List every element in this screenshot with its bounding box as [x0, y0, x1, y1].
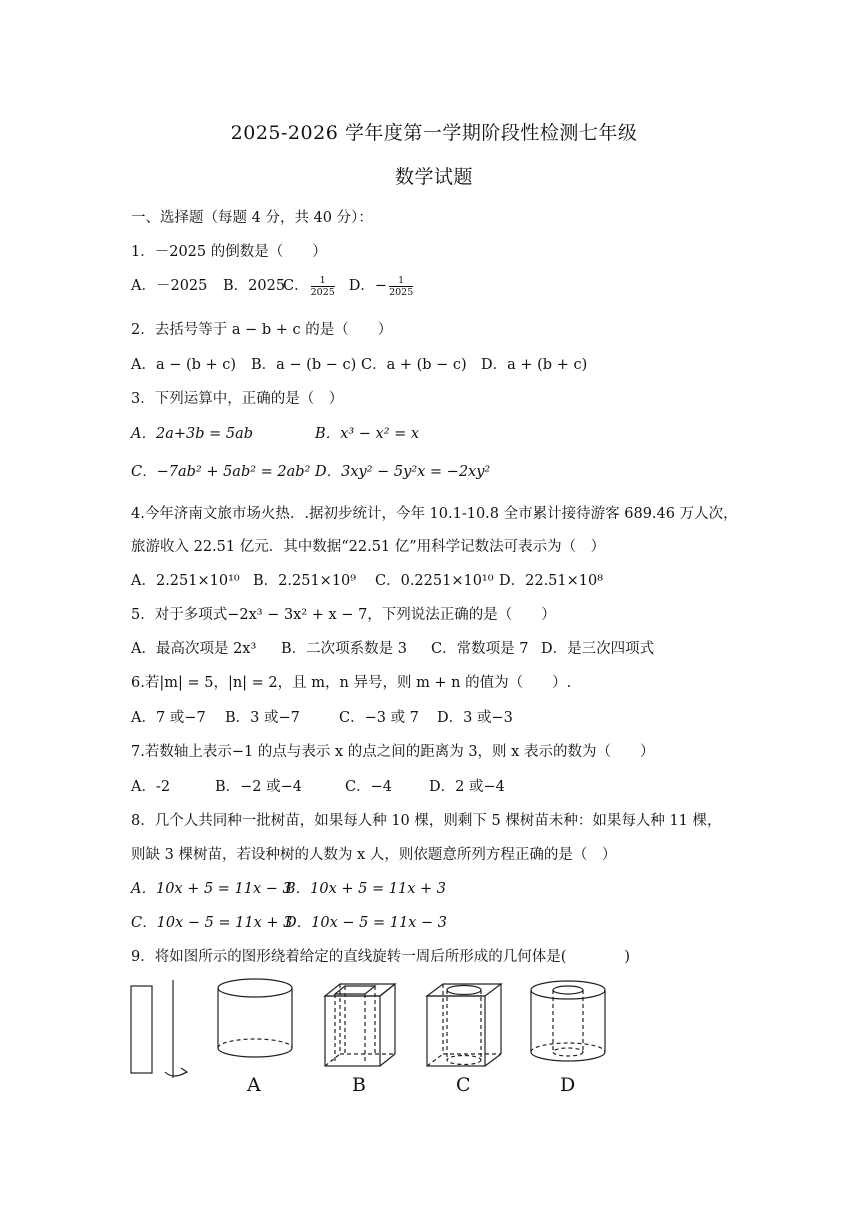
q9-source-rectangle — [131, 986, 152, 1073]
section-heading: 一、选择题（每题 4 分，共 40 分）： — [131, 210, 373, 226]
q2-option-c: C．a + (b − c) — [361, 357, 467, 373]
q9-figure — [125, 976, 625, 1104]
q6-option-c: C．−3 或 7 — [339, 710, 419, 726]
q9-shape-c-prism-round-hole — [427, 984, 501, 1066]
q7-options — [131, 775, 505, 796]
q8-option-a: A．10x + 5 = 11x − 3 — [131, 881, 292, 897]
q7-option-b: B．−2 或−4 — [215, 779, 303, 795]
q5-options — [131, 637, 654, 658]
q6-option-d: D．3 或−3 — [437, 710, 513, 726]
q9-figure-drawing — [125, 976, 625, 1100]
q1-option-c: C． $\frac{1}{2025}$ — [283, 274, 335, 298]
q3-option-b: B．x³ − x² = x — [315, 426, 420, 442]
q2-options — [131, 353, 587, 374]
q6-stem: 6.若|m| = 5，|n| = 2，且 m，n 异号，则 m + n 的值为（ ）. — [131, 675, 572, 691]
q3-option-c: C．−7ab² + 5ab² = 2ab² — [131, 464, 311, 480]
q1-fraction-c: $\frac{1}{2025}$ — [310, 274, 335, 298]
q9-stem: 9．将如图所示的图形绕着给定的直线旋转一周后所形成的几何体是( ) — [131, 949, 631, 965]
q4-option-b: B．2.251×10⁹ — [253, 573, 357, 589]
q4-option-c: C．0.2251×10¹⁰ — [375, 573, 494, 589]
q5-option-d: D．是三次四项式 — [541, 641, 655, 657]
q5-option-a: A．最高次项是 2x³ — [131, 641, 257, 657]
q1-option-a: A．－2025 — [131, 278, 208, 294]
q9-shape-d-hollow-cylinder — [531, 981, 605, 1061]
q5-option-c: C．常数项是 7 — [431, 641, 529, 657]
q5-stem: 5．对于多项式−2x³ − 3x² + x − 7，下列说法正确的是（ ） — [131, 607, 556, 623]
q9-shape-a-cylinder — [218, 979, 292, 1057]
q4-option-a: A．2.251×10¹⁰ — [131, 573, 240, 589]
q2-option-a: A．a − (b + c) — [131, 357, 237, 373]
q4-stem-line1: 4.今年济南文旅市场火热．.据初步统计，今年 10.1-10.8 全市累计接待游客 689.46 万人次， — [131, 506, 738, 522]
q3-options-row1 — [131, 422, 419, 443]
q1-options — [131, 274, 415, 298]
q4-stem-line2: 旅游收入 22.51 亿元．其中数据“22.51 亿”用科学记数法可表示为（ ） — [131, 539, 606, 555]
q3-option-a: A．2a+3b = 5ab — [131, 426, 254, 442]
q1-option-b: B．2025 — [223, 278, 286, 294]
q9-label-b: B — [352, 1074, 366, 1096]
q2-stem: 2．去括号等于 a − b + c 的是（ ） — [131, 322, 393, 338]
exam-title: 2025-2026 学年度第一学期阶段性检测七年级 — [230, 122, 638, 144]
q1-option-d: D．− $\frac{1}{2025}$ — [348, 274, 414, 298]
q9-label-a: A — [247, 1074, 261, 1096]
q3-options-row2 — [131, 460, 490, 481]
q8-option-d: D．10x − 5 = 11x − 3 — [285, 915, 447, 931]
q8-stem-line1: 8．几个人共同种一批树苗，如果每人种 10 棵，则剩下 5 棵树苗未种：如果每人种 11 棵， — [131, 813, 722, 829]
q8-option-c: C．10x − 5 = 11x + 3 — [131, 915, 293, 931]
q9-label-d: D — [560, 1074, 576, 1096]
q6-option-a: A．7 或−7 — [131, 710, 206, 726]
q5-option-b: B．二次项系数是 3 — [281, 641, 407, 657]
q1-fraction-d: $\frac{1}{2025}$ — [389, 274, 414, 298]
q8-option-b: B．10x + 5 = 11x + 3 — [285, 881, 446, 897]
q3-stem: 3．下列运算中，正确的是（ ） — [131, 391, 344, 407]
q8-options-row2 — [131, 911, 447, 932]
q7-stem: 7.若数轴上表示−1 的点与表示 x 的点之间的距离为 3，则 x 表示的数为（ ） — [131, 744, 655, 760]
exam-subtitle: 数学试题 — [394, 166, 473, 188]
q2-option-d: D．a + (b + c) — [481, 357, 588, 373]
q6-option-b: B．3 或−7 — [225, 710, 300, 726]
q2-option-b: B．a − (b − c) — [251, 357, 357, 373]
q7-option-a: A．-2 — [131, 779, 171, 795]
q6-options — [131, 706, 513, 727]
q4-options — [131, 569, 603, 590]
q8-stem-line2: 则缺 3 棵树苗，若设种树的人数为 x 人，则依题意所列方程正确的是（ ） — [131, 847, 617, 863]
q9-shape-b-prism-square-hole — [325, 984, 395, 1066]
q7-option-d: D．2 或−4 — [429, 779, 505, 795]
q1-stem: 1．－2025 的倒数是（ ） — [131, 244, 327, 260]
q3-option-d: D．3xy² − 5y²x = −2xy² — [315, 464, 491, 480]
q9-label-c: C — [456, 1074, 471, 1096]
q8-options-row1 — [131, 877, 446, 898]
q4-option-d: D．22.51×10⁸ — [499, 573, 604, 589]
q7-option-c: C．−4 — [345, 779, 392, 795]
